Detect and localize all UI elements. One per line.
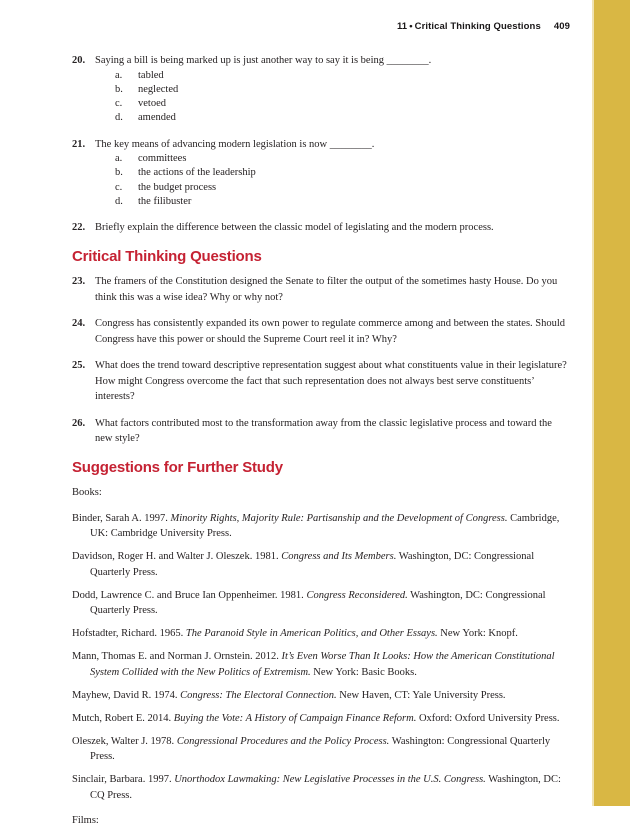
question-row [72,416,570,447]
reference-entry [72,549,570,580]
question-item [72,137,570,210]
reference-title: Congress: The Electoral Connection. [180,689,337,701]
option-text: amended [138,112,176,124]
page-content [72,53,570,839]
reference-authors: Dodd, Lawrence C. and Bruce Ian Oppenheimer. 1981. [72,589,307,601]
reference-publisher: Cambridge, UK: Cambridge University Press. [90,512,560,540]
question-number: 23. [72,276,86,288]
question-row [72,274,570,305]
question-number: 22. [72,222,86,234]
question-number: 24. [72,318,86,330]
question-row [72,137,570,153]
option-text: neglected [138,83,179,95]
question-number: 20. [72,55,86,66]
reference-entry [72,772,570,803]
reference-title: Unorthodox Lawmaking: New Legislative Processes in the U.S. Congress. [174,774,486,786]
question-row [72,220,570,236]
reference-authors: Mutch, Robert E. 2014. [72,712,174,724]
question-text: What does the trend toward descriptive representation suggest about what constituents value in their legislature? How might Congress overcome the fact that such representation does not always best serve constituents’ interests? [95,360,567,403]
answer-option [115,195,570,209]
running-header [0,21,570,32]
question-item [72,53,570,126]
question-text: What factors contributed most to the transformation away from the classic legislative process and toward the new style? [95,417,552,445]
option-text: committees [138,153,187,165]
reference-publisher: Washington, DC: Congressional Quarterly Press. [90,589,546,617]
option-letter: a. [115,69,123,81]
option-text: the filibuster [138,196,192,208]
reference-publisher: Washington, DC: CQ Press. [90,774,561,801]
option-letter: d. [115,196,123,208]
option-text: tabled [138,69,164,81]
option-letter: b. [115,83,123,95]
question-item [72,220,570,236]
option-letter: c. [115,98,123,110]
gold-edge-bar [592,0,630,806]
question-row [72,358,570,405]
reference-authors: Mayhew, David R. 1974. [72,689,181,701]
review-questions-list [72,53,570,236]
question-number: 21. [72,138,86,150]
option-letter: c. [115,181,123,193]
answer-option [115,111,570,125]
reference-entry [72,626,570,642]
question-text: Briefly explain the difference between the classic model of legislating and the modern process. [95,222,494,234]
header-section-title: Critical Thinking Questions [414,21,541,32]
reference-authors: Oleszek, Walter J. 1978. [72,735,177,747]
reference-entry [72,588,570,619]
option-letter: a. [115,153,123,165]
reference-title: It’s Even Worse Than It Looks: How the American Constitutional System Collided with the New Politics of Extremism. [90,651,555,678]
reference-publisher: Washington, DC: Congressional Quarterly Press. [90,551,535,578]
header-separator: • [409,21,413,32]
question-number: 25. [72,360,86,372]
question-item [72,274,570,305]
question-row [72,53,570,69]
question-text: The framers of the Constitution designed the Senate to filter the output of the sometimes hasty House. Do you think this was a wise idea? Why or why not? [95,276,558,303]
question-row [72,316,570,347]
critical-thinking-list [72,274,570,447]
books-label: Books: [72,487,102,499]
reference-entry [72,711,570,727]
reference-entry [72,511,570,542]
answer-options [115,69,570,126]
reference-title: Congress and Its Members. [281,551,397,563]
reference-publisher: New York: Basic Books. [310,666,417,678]
reference-authors: Sinclair, Barbara. 1997. [72,774,175,786]
critical-thinking-heading: Critical Thinking Questions [72,247,262,265]
further-study-heading: Suggestions for Further Study [72,458,283,476]
reference-authors: Mann, Thomas E. and Norman J. Ornstein. 2012. [72,651,282,663]
answer-option [115,152,570,166]
answer-option [115,69,570,83]
option-text: the budget process [138,181,217,193]
question-text: Congress has consistently expanded its own power to regulate commerce among and between the states. Should Congress have this power or should the Supreme Court reel it in? Why? [95,318,566,345]
reference-publisher: Oxford: Oxford University Press. [416,712,560,724]
reference-title: Congress Reconsidered. [306,589,408,601]
answer-option [115,181,570,195]
reference-entry [72,734,570,765]
question-item [72,316,570,347]
option-text: the actions of the leadership [138,167,256,179]
answer-options [115,152,570,209]
reference-publisher: New York: Knopf. [437,628,518,640]
reference-authors: Hofstadter, Richard. 1965. [72,628,186,640]
reference-entry [72,649,570,680]
reference-authors: Davidson, Roger H. and Walter J. Oleszek. 1981. [72,551,282,563]
references-list [72,511,570,804]
reference-title: Minority Rights, Majority Rule: Partisanship and the Development of Congress. [170,512,508,524]
option-text: vetoed [138,98,166,110]
option-letter: b. [115,167,123,179]
question-item [72,358,570,405]
question-item [72,416,570,447]
reference-publisher: New Haven, CT: Yale University Press. [336,689,506,701]
question-text: The key means of advancing modern legislation is now ________. [95,138,375,150]
question-number: 26. [72,417,86,429]
reference-entry [72,688,570,704]
header-chapter-number: 11 [396,21,408,32]
reference-publisher: Washington: Congressional Quarterly Press. [90,735,551,763]
header-page-number: 409 [553,21,570,32]
reference-title: Buying the Vote: A History of Campaign Finance Reform. [173,712,417,724]
option-letter: d. [115,112,123,124]
films-label: Films: [72,815,99,827]
reference-title: The Paranoid Style in American Politics, and Other Essays. [185,628,438,640]
answer-option [115,97,570,111]
reference-title: Congressional Procedures and the Policy Process. [176,735,390,747]
reference-authors: Binder, Sarah A. 1997. [72,512,171,524]
question-text: Saying a bill is being marked up is just another way to say it is being ________. [95,55,432,66]
answer-option [115,166,570,180]
answer-option [115,83,570,97]
